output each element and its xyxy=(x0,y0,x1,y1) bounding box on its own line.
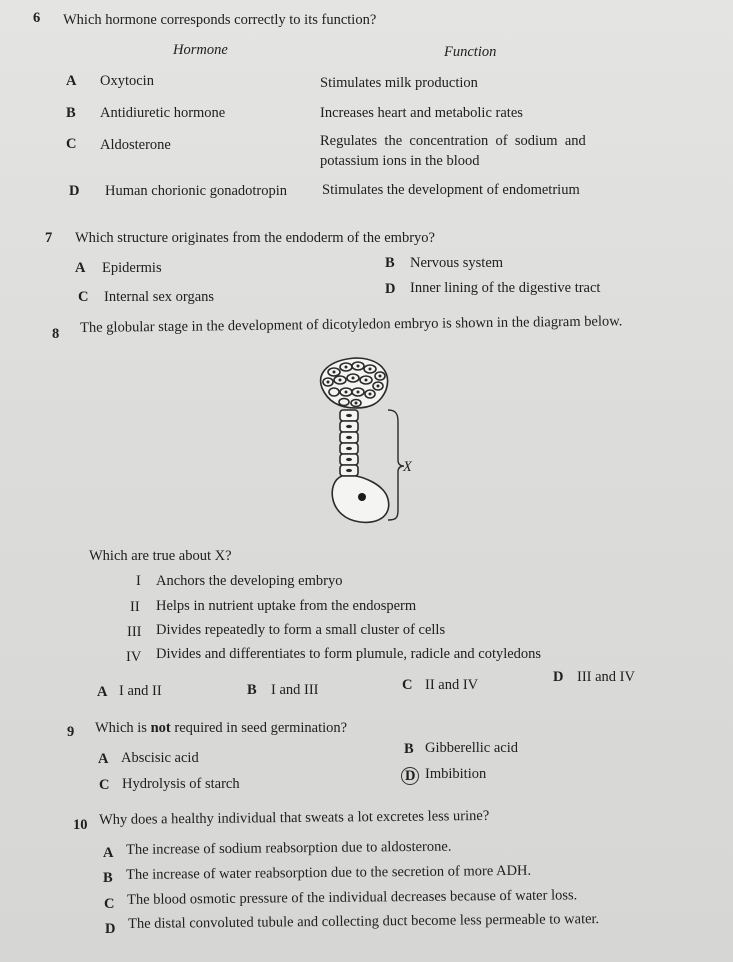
q6-option-b-letter[interactable]: B xyxy=(66,105,76,121)
q9-stem-end: required in seed germination? xyxy=(170,720,348,736)
q9-option-c-text: Hydrolysis of starch xyxy=(122,776,240,792)
q9-option-d-text: Imbibition xyxy=(425,766,487,782)
q8-statement-iii-text: Divides repeatedly to form a small cluster of cells xyxy=(156,622,446,638)
q7-option-a-letter[interactable]: A xyxy=(75,260,86,276)
q6-option-b-hormone: Antidiuretic hormone xyxy=(100,105,226,121)
q9-option-a-letter[interactable]: A xyxy=(98,751,109,767)
q9-option-b-text: Gibberellic acid xyxy=(425,740,518,756)
q10-option-c-text: The blood osmotic pressure of the individual decreases because of water loss. xyxy=(126,887,578,908)
q10-option-d-text: The distal convoluted tubule and collecting duct become less permeable to water. xyxy=(127,911,600,932)
q8-stem: The globular stage in the development of dicotyledon embryo is shown in the diagram below. xyxy=(79,313,623,336)
x-brace xyxy=(388,410,404,520)
q8-option-a-text: I and II xyxy=(119,683,162,699)
q10-option-c-letter[interactable]: C xyxy=(104,896,115,912)
q8-option-d-letter[interactable]: D xyxy=(553,669,564,685)
q9-stem-start: Which is xyxy=(95,720,151,736)
q6-option-d-hormone: Human chorionic gonadotropin xyxy=(105,183,288,199)
q7-option-c-letter[interactable]: C xyxy=(78,289,89,305)
q8-statement-ii-num: II xyxy=(130,599,140,615)
q10-option-a-letter[interactable]: A xyxy=(103,845,114,861)
q10-number: 10 xyxy=(73,817,88,833)
q9-option-c-letter[interactable]: C xyxy=(99,777,110,793)
q7-option-d-text: Inner lining of the digestive tract xyxy=(410,280,601,296)
q8-statement-i-num: I xyxy=(136,573,141,589)
q7-option-b-letter[interactable]: B xyxy=(385,255,395,271)
q8-option-a-letter[interactable]: A xyxy=(97,684,108,700)
q9-stem xyxy=(95,721,347,736)
q8-statement-ii-text: Helps in nutrient uptake from the endosperm xyxy=(156,598,417,614)
q8-statement-i-text: Anchors the developing embryo xyxy=(156,573,343,589)
q7-number: 7 xyxy=(45,230,53,246)
q9-stem-not: not xyxy=(150,720,171,736)
q7-stem: Which structure originates from the endoderm of the embryo? xyxy=(75,230,435,246)
q6-option-a-hormone: Oxytocin xyxy=(100,73,154,89)
q8-statement-iv-num: IV xyxy=(126,649,142,665)
q9-option-d-letter[interactable] xyxy=(405,769,419,784)
q10-option-b-text: The increase of water reabsorption due to the secretion of more ADH. xyxy=(125,862,532,883)
diagram-label-x: X xyxy=(403,459,412,475)
q8-option-c-text: II and IV xyxy=(425,677,479,693)
q6-option-d-letter[interactable]: D xyxy=(69,183,80,199)
q6-number: 6 xyxy=(33,10,41,26)
suspensor-cells xyxy=(340,410,358,476)
q6-option-c-hormone: Aldosterone xyxy=(100,137,171,153)
q9-option-d-circle: D xyxy=(401,767,419,785)
q6-option-c-function: Regulates the concentration of sodium and xyxy=(320,133,586,149)
q8-option-d-text: III and IV xyxy=(577,669,635,685)
q8-number: 8 xyxy=(52,326,60,342)
q6-option-d-function: Stimulates the development of endometrium xyxy=(322,182,580,198)
globular-embryo-diagram xyxy=(300,350,440,530)
q8-statement-iii-num: III xyxy=(127,624,142,640)
q6-col-function: Function xyxy=(444,44,497,60)
q6-option-c-function-line2: potassium ions in the blood xyxy=(320,153,480,169)
q8-option-c-letter[interactable]: C xyxy=(402,677,413,693)
q6-col-hormone: Hormone xyxy=(173,42,228,58)
q7-option-a-text: Epidermis xyxy=(102,260,162,276)
q8-statement-iv-text: Divides and differentiates to form plumule, radicle and cotyledons xyxy=(156,646,542,662)
q10-option-b-letter[interactable]: B xyxy=(103,870,113,886)
q7-option-b-text: Nervous system xyxy=(410,255,504,271)
q7-option-d-letter[interactable]: D xyxy=(385,281,396,297)
q7-option-c-text: Internal sex organs xyxy=(104,289,215,305)
q8-sub-question: Which are true about X? xyxy=(89,548,232,564)
q6-option-b-function: Increases heart and metabolic rates xyxy=(320,105,523,121)
q9-number: 9 xyxy=(67,724,75,740)
embryo-proper xyxy=(321,358,388,408)
q8-option-b-text: I and III xyxy=(271,682,319,698)
q10-option-a-text: The increase of sodium reabsorption due to aldosterone. xyxy=(125,838,452,858)
q9-option-a-text: Abscisic acid xyxy=(121,750,199,766)
q6-option-c-letter[interactable]: C xyxy=(66,136,77,152)
q6-stem: Which hormone corresponds correctly to its function? xyxy=(63,12,377,28)
basal-cell-nucleus xyxy=(358,493,366,501)
q8-option-b-letter[interactable]: B xyxy=(247,682,257,698)
q10-stem: Why does a healthy individual that sweats a lot excretes less urine? xyxy=(98,807,490,828)
q6-option-a-function: Stimulates milk production xyxy=(320,75,478,91)
q6-option-a-letter[interactable]: A xyxy=(66,73,77,89)
q9-option-b-letter[interactable]: B xyxy=(404,741,414,757)
q10-option-d-letter[interactable]: D xyxy=(105,921,116,937)
